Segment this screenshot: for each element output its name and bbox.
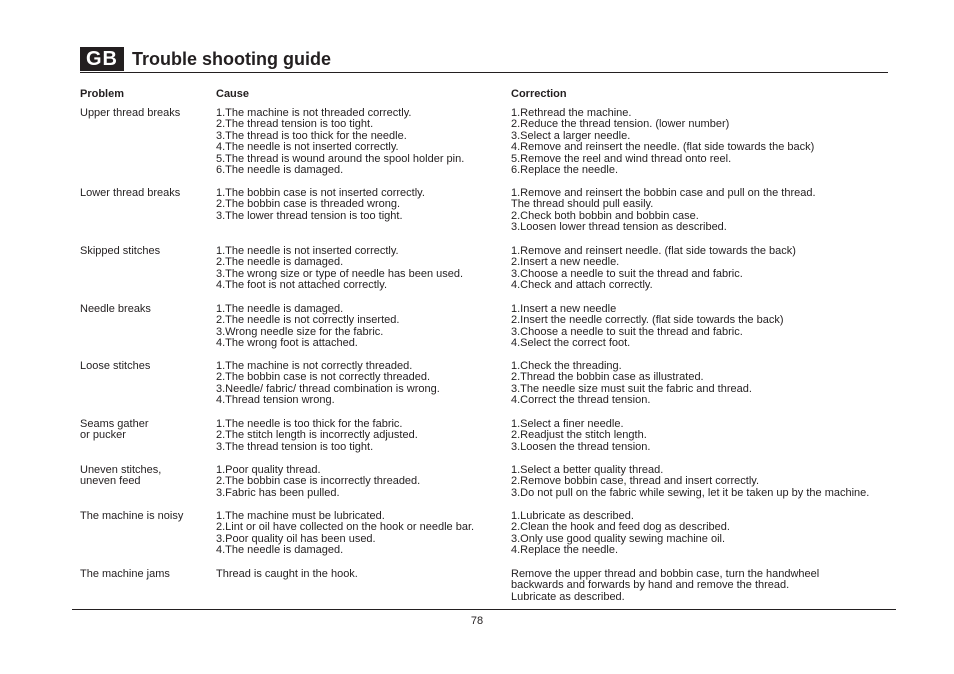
cause-cell: 1.The machine must be lubricated. 2.Lint or oil have collected on the hook or needle bar. 3.Poor quality oil has been used. 4.The needle is damaged. — [216, 510, 475, 557]
correction-cell: 1.Select a better quality thread. 2.Remove bobbin case, thread and insert correctly. 3.Do not pull on the fabric while sewing, let it be taken up by the machine. — [511, 464, 870, 499]
correction-cell: 1.Insert a new needle 2.Insert the needle correctly. (flat side towards the back) 3.Choose a needle to suit the thread and fabric. 4.Select the correct foot. — [511, 303, 784, 350]
correction-cell: 1.Rethread the machine. 2.Reduce the thread tension. (lower number) 3.Select a larger needle. 4.Remove and reinsert the needle. (flat side towards the back) 5.Remove the reel and wind thread onto reel. 6.Replace the needle. — [511, 107, 815, 177]
cause-cell: 1.The needle is too thick for the fabric. 2.The stitch length is incorrectly adjusted. 3.The thread tension is too tight. — [216, 418, 418, 453]
cause-cell: 1.The machine is not threaded correctly. 2.The thread tension is too tight. 3.The thread is too thick for the needle. 4.The needle is not inserted correctly. 5.The thread is wound around the spool holder pin. 6.The needle is damaged. — [216, 107, 465, 177]
correction-line: Remove the upper thread and bobbin case, turn the handwheel — [511, 568, 820, 580]
problem-cell: Lower thread breaks — [80, 187, 181, 199]
correction-cell: 1.Remove and reinsert needle. (flat side towards the back) 2.Insert a new needle. 3.Choose a needle to suit the thread and fabric. 4.Check and attach correctly. — [511, 245, 796, 292]
correction-cell: 1.Lubricate as described. 2.Clean the hook and feed dog as described. 3.Only use good quality sewing machine oil. 4.Replace the needle. — [511, 510, 730, 557]
correction-line: Lubricate as described. — [511, 590, 625, 603]
language-badge: GB — [80, 47, 124, 71]
problem-cell: The machine is noisy — [80, 510, 184, 522]
column-header-problem: Problem — [80, 88, 125, 100]
column-header-cause: Cause — [216, 88, 250, 100]
cause-cell: Thread is caught in the hook. — [216, 568, 358, 580]
problem-cell: Upper thread breaks — [80, 107, 181, 119]
problem-cell: Uneven stitches, uneven feed — [80, 464, 162, 488]
correction-cell — [511, 569, 889, 603]
correction-cell: 1.Remove and reinsert the bobbin case and pull on the thread. The thread should pull easily. 2.Check both bobbin and bobbin case. 3.Loosen lower thread tension as described. — [511, 187, 816, 234]
correction-cell: 1.Check the threading. 2.Thread the bobbin case as illustrated. 3.The needle size must suit the fabric and thread. 4.Correct the thread tension. — [511, 360, 752, 407]
problem-cell: Seams gather or pucker — [80, 418, 149, 442]
cause-cell: 1.The needle is not inserted correctly. 2.The needle is damaged. 3.The wrong size or type of needle has been used. 4.The foot is not attached correctly. — [216, 245, 464, 292]
cause-cell: 1.Poor quality thread. 2.The bobbin case is incorrectly threaded. 3.Fabric has been pulled. — [216, 464, 421, 499]
problem-cell: Loose stitches — [80, 360, 151, 372]
column-header-correction: Correction — [511, 88, 567, 100]
problem-cell: Skipped stitches — [80, 245, 161, 257]
correction-cell: 1.Select a finer needle. 2.Readjust the stitch length. 3.Loosen the thread tension. — [511, 418, 651, 453]
correction-line: backwards and forwards by hand and remove the thread. — [511, 579, 790, 592]
cause-cell: 1.The needle is damaged. 2.The needle is not correctly inserted. 3.Wrong needle size for the fabric. 4.The wrong foot is attached. — [216, 303, 400, 350]
footer-divider — [72, 609, 896, 610]
cause-cell: 1.The machine is not correctly threaded. 2.The bobbin case is not correctly threaded. 3.Needle/ fabric/ thread combination is wrong. 4.Thread tension wrong. — [216, 360, 440, 407]
page-number: 78 — [470, 615, 484, 627]
page-title: Trouble shooting guide — [132, 49, 331, 69]
problem-cell: Needle breaks — [80, 303, 151, 315]
page-header — [80, 47, 888, 73]
problem-cell: The machine jams — [80, 568, 170, 580]
cause-cell: 1.The bobbin case is not inserted correctly. 2.The bobbin case is threaded wrong. 3.The lower thread tension is too tight. — [216, 187, 425, 222]
